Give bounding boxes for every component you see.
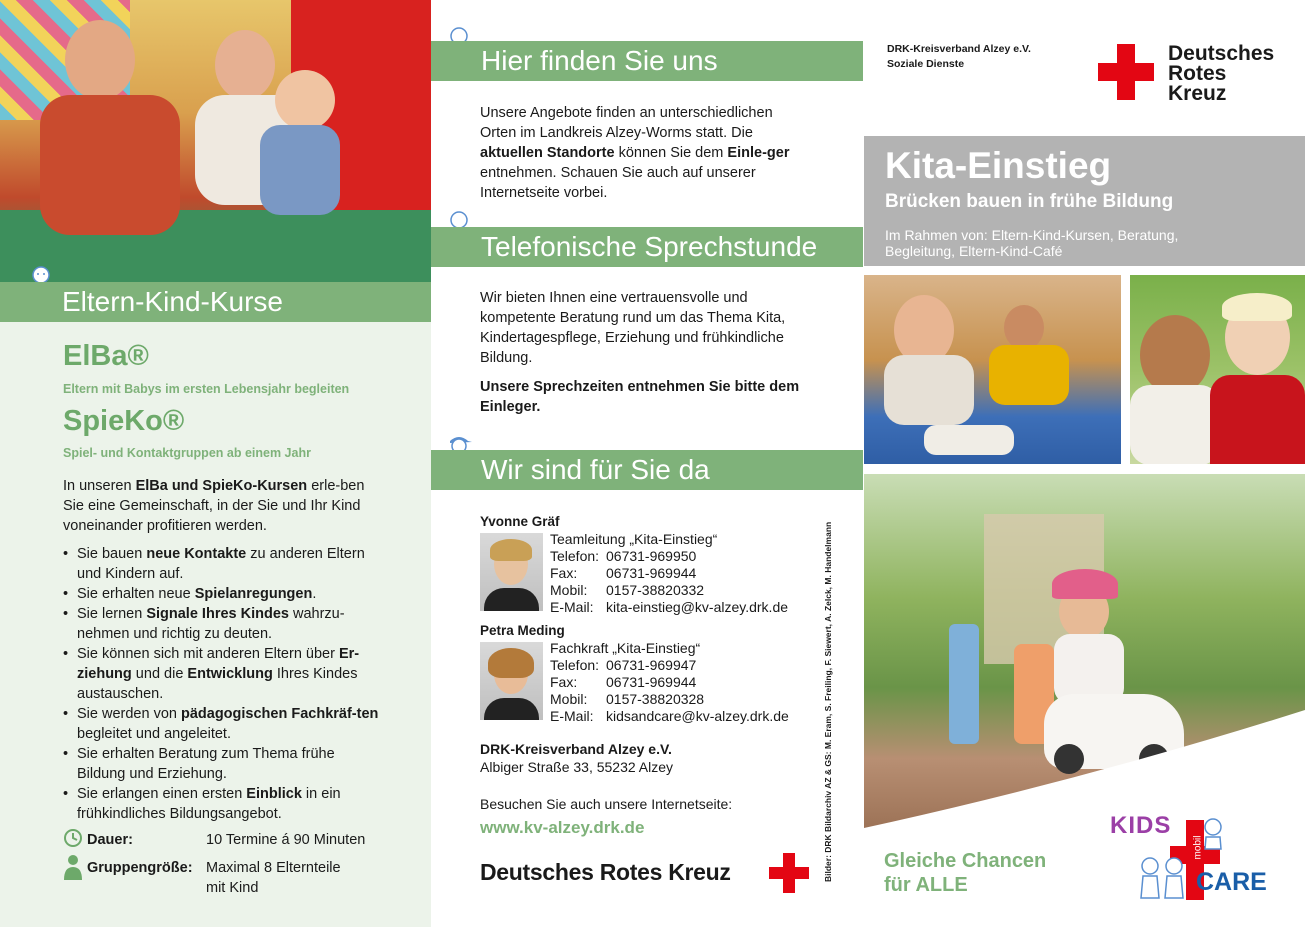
email-link[interactable]: kita-einstieg@kv-alzey.drk.de: [606, 599, 789, 615]
gruppe-label: Gruppengröße:: [87, 860, 193, 876]
consult-paragraph: Wir bieten Ihnen eine vertrauensvolle und kompetente Beratung rund um das Thema Kita, Kindertagespflege, Erziehung und frühkindliche Bildung.: [480, 290, 786, 366]
drk-red-cross-logo-icon: [1098, 44, 1154, 100]
telefonische-sprechstunde-band: Telefonische Sprechstunde: [431, 227, 863, 267]
person-icon: [63, 854, 83, 880]
website-link[interactable]: www.kv-alzey.drk.de: [480, 818, 645, 837]
kids-mobil-care-logo: [1108, 812, 1283, 902]
list-item: • Sie werden von pädagogischen Fachkräf-ten begleitet und angeleitet.: [63, 704, 381, 744]
list-item: • Sie erhalten neue Spielanregungen.: [63, 584, 381, 604]
list-item: • Sie bauen neue Kontakte zu anderen Eltern und Kindern auf.: [63, 544, 381, 584]
org-line-2: Soziale Dienste: [887, 58, 965, 70]
gruppe-value-2: mit Kind: [206, 880, 259, 896]
locations-paragraph: Unsere Angebote finden an unterschiedlichen Orten im Landkreis Alzey-Worms statt. Die aktuellen Standorte können Sie dem Einle-ger entnehmen. Schauen Sie auch auf unserer Internetseite vorbei.: [480, 105, 790, 201]
logo-text-deutsches: Deutsches: [1168, 42, 1275, 65]
kids-logo-mobil: mobil: [1192, 835, 1204, 860]
slogan-line-1: Gleiche Chancen: [884, 850, 1047, 872]
family-photo: [0, 0, 431, 282]
wir-sind-fuer-sie-da-band: Wir sind für Sie da: [431, 450, 863, 490]
email-link[interactable]: kidsandcare@kv-alzey.drk.de: [606, 708, 789, 724]
portrait-photo: [480, 533, 543, 611]
framework-line-1: Im Rahmen von: Eltern-Kind-Kursen, Beratung,: [885, 227, 1179, 243]
slogan-line-2: für ALLE: [884, 874, 968, 896]
logo-text-rotes: Rotes: [1168, 62, 1227, 85]
portrait-photo: [480, 642, 543, 720]
eltern-kind-kurse-band: Eltern-Kind-Kurse: [0, 282, 431, 322]
kid-car-photo: [864, 474, 1305, 830]
spieko-title: SpieKo®: [63, 405, 185, 437]
logo-text-kreuz: Kreuz: [1168, 82, 1227, 105]
elba-subtitle: Eltern mit Babys im ersten Lebensjahr begleiten: [63, 382, 350, 396]
red-cross-icon: [769, 853, 809, 893]
dauer-label: Dauer:: [87, 832, 133, 848]
main-subtitle: Brücken bauen in frühe Bildung: [885, 191, 1174, 212]
elba-title: ElBa®: [63, 340, 149, 372]
visit-text: Besuchen Sie auch unsere Internetseite:: [480, 796, 733, 812]
list-item: • Sie lernen Signale Ihres Kindes wahrzu-nehmen und richtig zu deuten.: [63, 604, 381, 644]
hours-paragraph: Unsere Sprechzeiten entnehmen Sie bitte dem Einleger.: [480, 379, 800, 415]
benefits-list: [63, 544, 381, 824]
intro-paragraph: In unseren ElBa und SpieKo-Kursen erle-ben Sie eine Gemeinschaft, in der Sie und Ihr Kind voneinander profitieren werden.: [63, 478, 365, 534]
contact-details: Fachkraft „Kita-Einstieg“ Telefon: 06731-969947 Fax: 06731-969944 Mobil: 0157-38820328 E-Mail: kidsandcare@kv-alzey.drk.de: [550, 640, 789, 724]
kids-figures-icon: [1138, 854, 1198, 900]
contact-name: Petra Meding: [480, 623, 565, 638]
framework-line-2: Begleitung, Eltern-Kind-Café: [885, 243, 1063, 259]
org-name: DRK-Kreisverband Alzey e.V.: [480, 741, 672, 757]
org-line-1: DRK-Kreisverband Alzey e.V.: [887, 43, 1031, 55]
list-item: • Sie erlangen einen ersten Einblick in ein frühkindliches Bildungsangebot.: [63, 784, 381, 824]
list-item: • Sie können sich mit anderen Eltern über Er-ziehung und die Entwicklung Ihres Kindes austauschen.: [63, 644, 381, 704]
image-credits: Bilder: DRK Bildarchiv AZ & GS: M. Eram, S. Freiling, F. Siewert, A. Zelck, M. Handelmann: [823, 521, 833, 882]
kids-logo-kids: KIDS: [1110, 812, 1172, 839]
group-play-photo: [864, 275, 1121, 464]
gruppe-value-1: Maximal 8 Elternteile: [206, 860, 341, 876]
hier-finden-sie-uns-band: Hier finden Sie uns: [431, 41, 863, 81]
contact-name: Yvonne Gräf: [480, 514, 560, 529]
dauer-value: 10 Termine á 90 Minuten: [206, 832, 366, 848]
contact-details: Teamleitung „Kita-Einstieg“ Telefon: 06731-969950 Fax: 06731-969944 Mobil: 0157-38820332 E-Mail: kita-einstieg@kv-alzey.drk.de: [550, 531, 789, 615]
main-title: Kita-Einstieg: [885, 145, 1112, 186]
org-address: Albiger Straße 33, 55232 Alzey: [480, 759, 674, 775]
spieko-subtitle: Spiel- und Kontaktgruppen ab einem Jahr: [63, 446, 311, 460]
kids-logo-care: CARE: [1196, 868, 1267, 896]
drk-footer-text: Deutsches Rotes Kreuz: [480, 859, 731, 885]
list-item: • Sie erhalten Beratung zum Thema frühe Bildung und Erziehung.: [63, 744, 381, 784]
kid-top-icon: [1200, 816, 1226, 850]
clock-icon: [63, 828, 83, 848]
child-and-helper-photo: [1130, 275, 1305, 464]
